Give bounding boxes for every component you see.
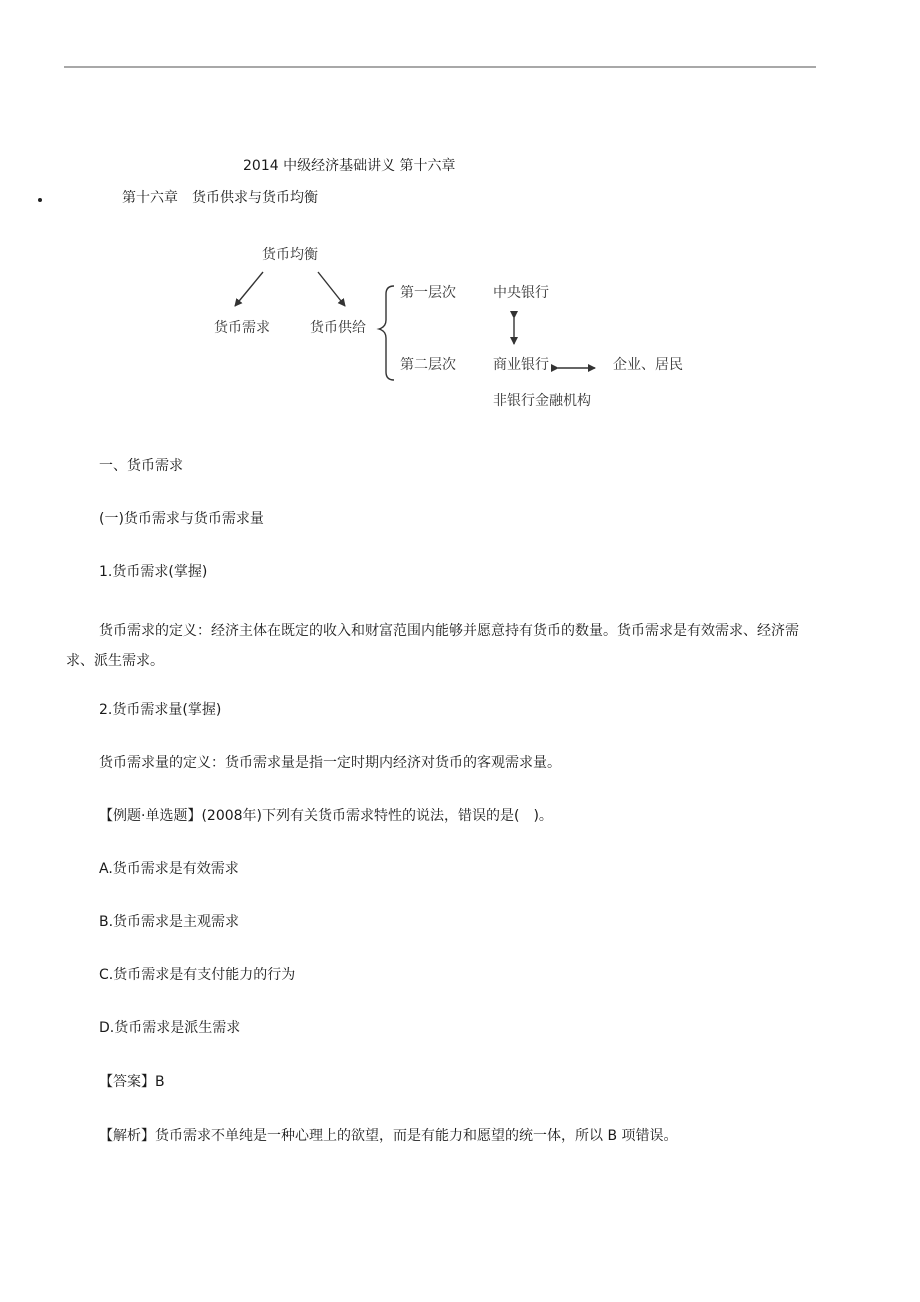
option-a: A.货币需求是有效需求 xyxy=(99,861,239,877)
analysis: 【解析】货币需求不单纯是一种心理上的欲望，而是有能力和愿望的统一体，所以 B 项错误。 xyxy=(99,1128,678,1144)
document-title: 2014 中级经济基础讲义 第十六章 xyxy=(243,158,456,174)
header-rule xyxy=(64,66,816,68)
item-heading-2: 2.货币需求量(掌握) xyxy=(99,702,222,718)
diagram-central-bank: 中央银行 xyxy=(493,285,549,301)
diagram-commercial-bank: 商业银行 xyxy=(493,357,549,373)
diagram-level2: 第二层次 xyxy=(400,357,456,373)
section-heading: 一、货币需求 xyxy=(99,458,183,474)
money-equilibrium-diagram xyxy=(200,236,720,416)
example-question: 【例题·单选题】(2008年)下列有关货币需求特性的说法，错误的是( )。 xyxy=(99,808,553,824)
supply-brace xyxy=(379,286,394,380)
diagram-demand: 货币需求 xyxy=(214,320,270,336)
subsection-heading: (一)货币需求与货币需求量 xyxy=(99,511,264,527)
arrow-to-supply xyxy=(318,272,345,306)
diagram-supply: 货币供给 xyxy=(310,320,366,336)
diagram-non-bank: 非银行金融机构 xyxy=(493,393,591,409)
diagram-level1: 第一层次 xyxy=(400,285,456,301)
chapter-title: 第十六章 货币供求与货币均衡 xyxy=(122,190,318,206)
arrow-to-demand xyxy=(235,272,263,306)
option-d: D.货币需求是派生需求 xyxy=(99,1020,241,1036)
definition-paragraph-1: 货币需求的定义：经济主体在既定的收入和财富范围内能够并愿意持有货币的数量。货币需求是有效需求、经济需求、派生需求。 xyxy=(66,623,799,669)
definition-paragraph-2: 货币需求量的定义：货币需求量是指一定时期内经济对货币的客观需求量。 xyxy=(99,755,561,771)
bullet-dot xyxy=(38,198,42,202)
item-heading-1: 1.货币需求(掌握) xyxy=(99,564,208,580)
diagram-root: 货币均衡 xyxy=(262,247,318,263)
option-b: B.货币需求是主观需求 xyxy=(99,914,240,930)
diagram-enterprise-resident: 企业、居民 xyxy=(613,357,683,373)
option-c: C.货币需求是有支付能力的行为 xyxy=(99,967,296,983)
answer: 【答案】B xyxy=(99,1074,165,1090)
